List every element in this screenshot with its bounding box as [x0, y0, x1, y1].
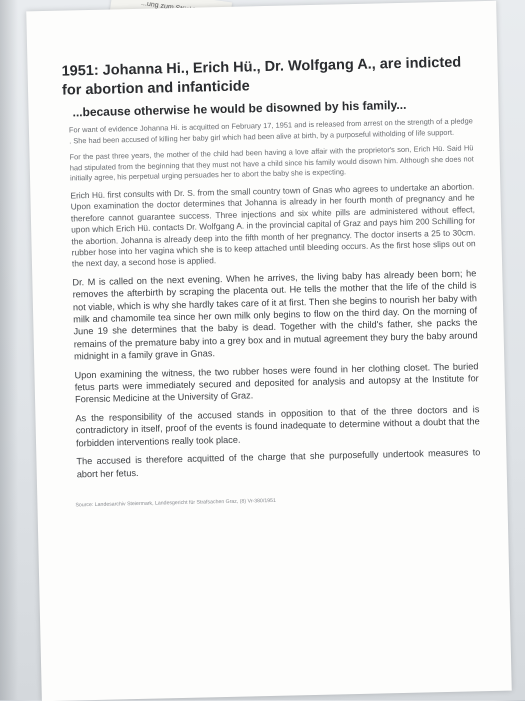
paragraph-2: For the past three years, the mother of the child had been having a love affair with the proprietor's son, Erich Hü. Said Hü had stipulated from the beginning that they must not have a child since his family would disown him. Although she does not initially agree, his perpetual urging persuades her to abort the baby she is expecting.	[69, 143, 474, 183]
paragraph-4: Dr. M is called on the next evening. When he arrives, the living baby has already been born; he removes the afterbirth by scraping the placenta out. He tells the mother that the life of the child is not viable, which is why she hardly takes care of it at first. Then she begins to nourish her baby with milk and chamomile tea since her own milk only begins to flow on the third day. On the morning of June 19 she determines that the baby is dead. Together with the child's father, she packs the remains of the premature baby into a grey box and in mutual agreement they bury the baby around midnight in a family grave in Gnas.	[72, 268, 478, 362]
document-title: 1951: Johanna Hi., Erich Hü., Dr. Wolfgang A., are indicted for abortion and infanticide	[61, 54, 462, 99]
source-citation: Source: Landesarchiv Steiermark, Landesgericht für Strafsachen Graz, (8) Vr-380/1951	[75, 497, 276, 509]
paragraph-1: For want of evidence Johanna Hi. is acquitted on February 17, 1951 and is released from arrest on the strength of a pledge . She had been accused of killing her baby girl which had been alive at birth, by a purposeful witholding of life support.	[68, 116, 473, 146]
paragraph-7: The accused is therefore acquitted of the charge that she purposefully undertook measures to abort her fetus.	[76, 447, 481, 479]
paragraph-5: Upon examining the witness, the two rubber hoses were found in her clothing closet. The buried fetus parts were immediately secured and deposited for analysis and autopsy at the Institute for Forensic Medicine at the University of Graz.	[74, 360, 479, 405]
binder-edge	[0, 0, 18, 700]
document-sheet	[26, 1, 512, 701]
document-subtitle: ...because otherwise he would be disowned by his family...	[72, 97, 407, 120]
paragraph-3: Erich Hü. first consults with Dr. S. from the small country town of Gnas who agrees to undertake an abortion. Upon examination the doctor determines that Johanna is already in her fourth month of pregnancy and he therefore cannot guarantee success. Three injections and six white pills are administered without effect, upon which Erich Hü. contacts Dr. Wolfgang A. in the provincial capital of Graz and pays him 200 Schilling for the abortion. Johanna is already deep into the fifth month of her pregnancy. The doctor inserts a 25 to 30cm. rubber hose into her vagina which she is to keep attached until bleeding occurs. As the first hose slips out on the next day, a second hose is applied.	[70, 181, 476, 269]
paragraph-6: As the responsibility of the accused stands in opposition to that of the three doctors and is contradictory in itself, proof of the events is found inadequate to determine without a doubt that the forbidden interventions really took place.	[75, 404, 480, 449]
